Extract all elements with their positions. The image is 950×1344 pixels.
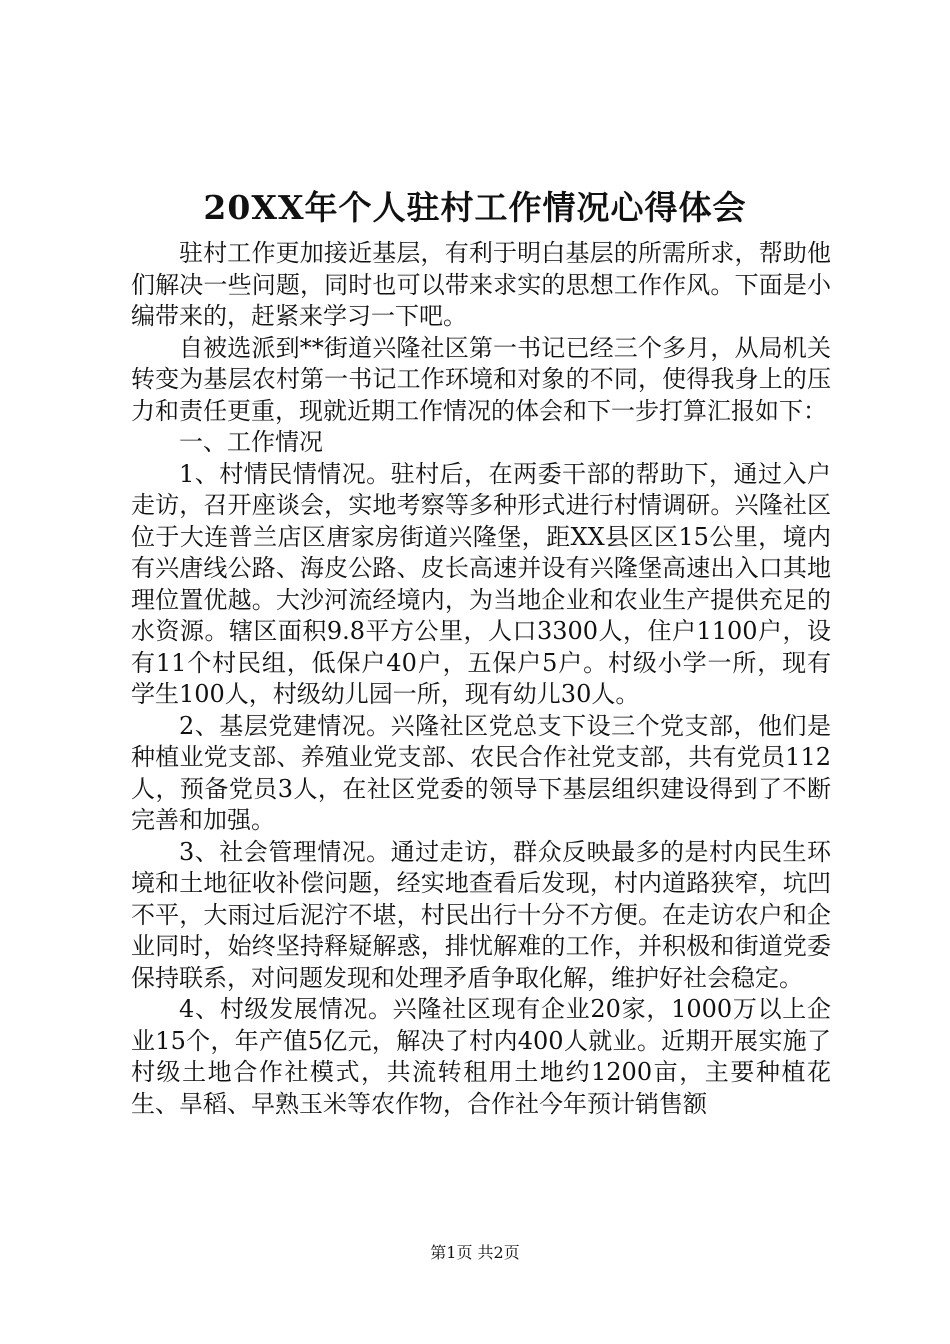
document-body [131,238,831,1120]
section-heading-work-status: 一、工作情况 [179,428,323,456]
paragraph-social-management: 3、社会管理情况。通过走访，群众反映最多的是村内民生环境和土地征收补偿问题，经实地查看后发现，村内道路狭窄，坑凹不平，大雨过后泥泞不堪，村民出行十分不方便。在走访农户和企业同时，始终坚持释疑解惑，排忧解难的工作，并积极和街道党委保持联系，对问题发现和处理矛盾争取化解，维护好社会稳定。 [131,837,831,992]
paragraph-village-development: 4、村级发展情况。兴隆社区现有企业20家，1000万以上企业15个，年产值5亿元，解决了村内400人就业。近期开展实施了村级土地合作社模式，共流转租用土地约1200亩，主要种植花生、旱稻、早熟玉米等农作物，合作社今年预计销售额 [131,995,831,1118]
paragraph-background: 自被选派到**街道兴隆社区第一书记已经三个多月，从局机关转变为基层农村第一书记工作环境和对象的不同，使得我身上的压力和责任更重，现就近期工作情况的体会和下一步打算汇报如下： [131,333,831,425]
document-title: 20XX年个人驻村工作情况心得体会 [203,188,747,227]
paragraph-party-building: 2、基层党建情况。兴隆社区党总支下设三个党支部，他们是种植业党支部、养殖业党支部、农民合作社党支部，共有党员112人，预备党员3人，在社区党委的领导下基层组织建设得到了不断完善和加强。 [131,711,831,834]
paragraph-intro: 驻村工作更加接近基层，有利于明白基层的所需所求，帮助他们解决一些问题，同时也可以带来求实的思想工作作风。下面是小编带来的，赶紧来学习一下吧。 [131,239,831,330]
paragraph-village-situation: 1、村情民情情况。驻村后，在两委干部的帮助下，通过入户走访，召开座谈会，实地考察等多种形式进行村情调研。兴隆社区位于大连普兰店区唐家房街道兴隆堡，距XX县区区15公里，境内有兴唐线公路、海皮公路、皮长高速并设有兴隆堡高速出入口其地理位置优越。大沙河流经境内，为当地企业和农业生产提供充足的水资源。辖区面积9.8平方公里，人口3300人，住户1100户，设有11个村民组，低保户40户，五保户5户。村级小学一所，现有学生100人，村级幼儿园一所，现有幼儿30人。 [131,459,831,708]
page-number: 第1页 共2页 [430,1243,520,1262]
